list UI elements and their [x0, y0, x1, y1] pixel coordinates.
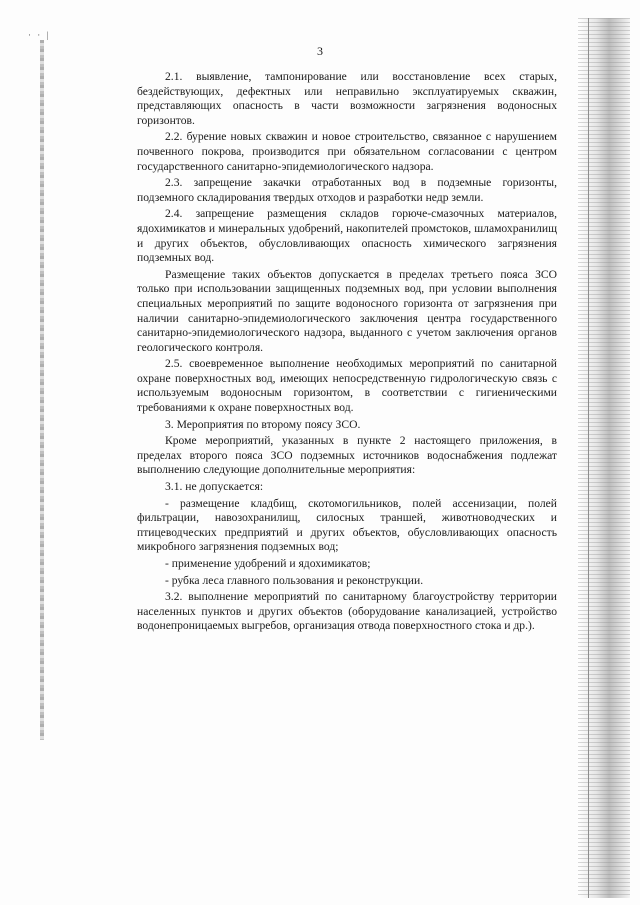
scan-left-edge: [40, 40, 44, 740]
paragraph-section-3-intro: Кроме мероприятий, указанных в пункте 2 настоящего приложения, в пределах второго пояса ЗСО подземных источников водоснабжения подлежат выполнению следующие дополнительные мероприятия:: [137, 434, 557, 477]
paragraph-2-2: 2.2. бурение новых скважин и новое строительство, связанное с нарушением почвенного покрова, производится при обязательном согласовании с центром государственного санитарно-эпидемиологического надзора.: [137, 130, 557, 173]
list-item-fertilizers: - применение удобрений и ядохимикатов;: [165, 557, 371, 570]
paragraph-2-5: 2.5. своевременное выполнение необходимых мероприятий по санитарной охране поверхностных вод, имеющих непосредственную гидрологическую связь с используемым водоносным горизонтом, в соответствии с гигиеническими требованиями к охране поверхностных вод.: [137, 357, 557, 415]
paragraph-placement: Размещение таких объектов допускается в пределах третьего пояса ЗСО только при использовании защищенных подземных вод, при условии выполнения специальных мероприятий по защите водоносного горизонта от загрязнения при наличии санитарно-эпидемиологического заключения центра государственного санитарно-эпидемиологического надзора, выданного с учетом заключения органов геологического контроля.: [137, 267, 557, 354]
paragraph-2-1: 2.1. выявление, тампонирование или восстановление всех старых, бездействующих, дефектных или неправильно эксплуатируемых скважин, представляющих опасность в части возможности загрязнения водоносных горизонтов.: [137, 70, 557, 127]
list-item-cemeteries: - размещение кладбищ, скотомогильников, полей ассенизации, полей фильтрации, навозохранилищ, силосных траншей, животноводческих и птицеводческих предприятий и других объектов, обусловливающих опасность микробного загрязнения подземных вод;: [137, 496, 557, 554]
scan-right-line: [588, 18, 589, 898]
scan-corner-marks: · · |: [28, 30, 51, 40]
page-number: 3: [317, 44, 323, 58]
paragraph-3-1: 3.1. не допускается:: [165, 480, 264, 494]
list-item-logging: - рубка леса главного пользования и реконструкции.: [165, 573, 424, 587]
document-body: [137, 70, 557, 634]
scan-right-edge: [578, 18, 630, 898]
section-3-heading: 3. Мероприятия по второму поясу ЗСО.: [165, 417, 361, 431]
paragraph-3-2: 3.2. выполнение мероприятий по санитарному благоустройству территории населенных пунктов и других объектов (оборудование канализацией, устройство водонепроницаемых выгребов, организация отвода поверхностного стока и др.).: [137, 590, 557, 633]
paragraph-2-4: 2.4. запрещение размещения складов горюче-смазочных материалов, ядохимикатов и минеральных удобрений, накопителей промстоков, шламохранилищ и других объектов, обусловливающих опасность химического загрязнения подземных вод.: [137, 207, 557, 265]
paragraph-2-3: 2.3. запрещение закачки отработанных вод в подземные горизонты, подземного складирования твердых отходов и разработки недр земли.: [137, 176, 557, 204]
